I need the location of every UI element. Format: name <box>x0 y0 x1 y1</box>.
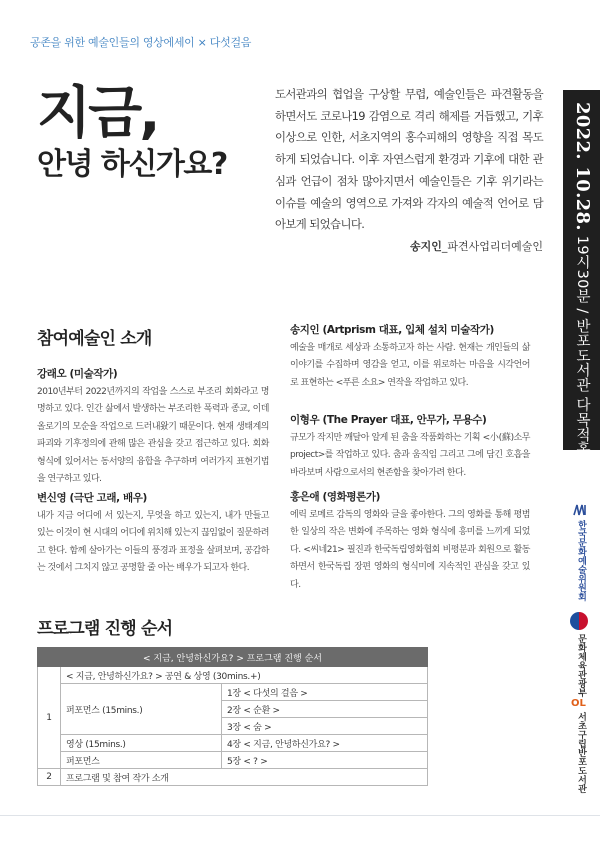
intro-paragraph: 도서관과의 협업을 구상할 무렵, 예술인들은 파견활동을 하면서도 코로나19 감염으로 격리 해제를 거듭했고, 기후이상으로 인한, 서초지역의 홍수피해의 영향을 직접 목도하게 되었습니다. 이후 자연스럽게 환경과 기후에 대한 관심과 언급이 점차 많아지면서 예술인들은 기후 위기라는 이슈를 예술의 영역으로 가져와 각자의 예술적 언어로 담아보게 되었습니다. <box>275 87 543 232</box>
table-cell: 3장 < 숨 > <box>222 718 428 735</box>
table-row <box>38 752 428 769</box>
artist-entry <box>37 490 269 578</box>
event-info <box>572 102 593 457</box>
table-cell: 퍼포먼스 <box>61 752 222 769</box>
row-number: 2 <box>38 769 61 786</box>
artist-description: 에릭 로메르 감독의 영화와 글을 좋아한다. 그의 영화를 통해 평범한 일상의 작은 변화에 주목하는 영화 형식에 흥미를 느끼게 되었다. <씨네21> 필진과 한국독립영화협회 비평분과 회원으로 활동하면서 한국독립 장편 영화의 형식미에 지속적인 관심을 갖고 있다. <box>290 510 530 590</box>
artist-entry <box>37 366 269 488</box>
arko-logo-text: 한국문화예술위원회 <box>576 520 586 601</box>
artist-name: 홍은애 (영화평론가) <box>290 491 380 503</box>
artist-entry <box>290 412 530 482</box>
artist-name: 강래오 (미술작가) <box>37 368 118 380</box>
bottom-divider <box>0 815 600 816</box>
row-number: 1 <box>38 667 61 769</box>
artists-heading: 참여예술인 소개 <box>37 329 152 349</box>
table-cell: < 지금, 안녕하신가요? > 공연 & 상영 (30mins.+) <box>61 667 428 684</box>
page-title-line1: 지금, <box>37 81 158 146</box>
mcst-logo-text: 문화체육관광부 <box>576 634 586 697</box>
program-table <box>37 647 428 786</box>
artist-entry <box>290 322 530 392</box>
event-date-band <box>563 90 600 457</box>
mcst-emblem-icon <box>570 612 588 630</box>
artist-name: 송지인 (Artprism 대표, 입체 설치 미술작가) <box>290 324 494 336</box>
author-role: _파견사업리더예술인 <box>441 240 543 253</box>
table-cell: 영상 (15mins.) <box>61 735 222 752</box>
seocho-library-logo-text: 서초구립반포도서관 <box>576 712 586 793</box>
table-header-row <box>38 648 428 667</box>
table-cell: 프로그램 및 참여 작가 소개 <box>61 769 428 786</box>
series-subtitle: 공존을 위한 예술인들의 영상에세이 × 다섯걸음 <box>30 36 252 49</box>
table-cell: 2장 < 순환 > <box>222 701 428 718</box>
event-time-place: 19시30분 / 반포도서관 다목적홀 <box>574 235 590 457</box>
table-cell: 퍼포먼스 (15mins.) <box>61 684 222 735</box>
seocho-library-logo-icon: OL <box>571 698 586 709</box>
artist-entry <box>290 489 530 594</box>
artist-name: 변신영 (극단 고래, 배우) <box>37 492 147 504</box>
program-heading: 프로그램 진행 순서 <box>37 619 173 639</box>
intro-signature <box>275 238 543 254</box>
table-row <box>38 684 428 701</box>
artist-description: 내가 지금 어디에 서 있는지, 무엇을 하고 있는지, 내가 만들고 있는 이것이 현 시대의 어디에 위치해 있는지 끊임없이 질문하려고 한다. 함께 살아가는 이들의 풍경과 표정을 살펴보며, 공감하는 것에서 그치지 않고 공명할 줄 아는 배우가 되고자 한다. <box>37 511 269 574</box>
author-name: 송지인 <box>409 240 442 253</box>
table-cell: 5장 < ? > <box>222 752 428 769</box>
page-title-line2: 안녕 하신가요? <box>37 147 227 182</box>
artist-name: 이형우 (The Prayer 대표, 안무가, 무용수) <box>290 414 487 426</box>
artist-description: 2010년부터 2022년까지의 작업을 스스로 부조리 회화라고 명명하고 있다. 인간 삶에서 발생하는 부조리한 폭력과 종교, 이데올로기의 모순을 작업으로 드러내왔기 때문이다. 현재 생태계의 파괴와 기후정의에 관해 많은 관심을 갖고 접근하고 있다. 회화 형식에 있어서는 동서양의 융합을 추구하며 여러가지 표현기법을 연구하고 있다. <box>37 387 269 485</box>
table-header: < 지금, 안녕하신가요? > 프로그램 진행 순서 <box>38 648 428 667</box>
table-cell: 1장 < 다섯의 걸음 > <box>222 684 428 701</box>
table-row <box>38 769 428 786</box>
table-cell: 4장 < 지금, 안녕하신가요? > <box>222 735 428 752</box>
table-row <box>38 735 428 752</box>
arko-logo-icon <box>573 504 587 516</box>
event-date: 2022. 10.28. <box>572 102 593 231</box>
artist-description: 규모가 작지만 깨달아 알게 된 춤을 작품화하는 기획 <小(蘇)소무project>를 작업하고 있다. 춤과 움직임 그리고 그에 담긴 호흡을 바라보며 사람으로서의 현존함을 찾아가려 한다. <box>290 433 530 478</box>
table-row <box>38 667 428 684</box>
artist-description: 예술을 매개로 세상과 소통하고자 하는 사람. 현재는 개인들의 삶 이야기를 수집하며 영감을 얻고, 이를 위로하는 마음을 시각언어로 표현하는 <푸른 소요> 연작을 작업하고 있다. <box>290 343 530 388</box>
